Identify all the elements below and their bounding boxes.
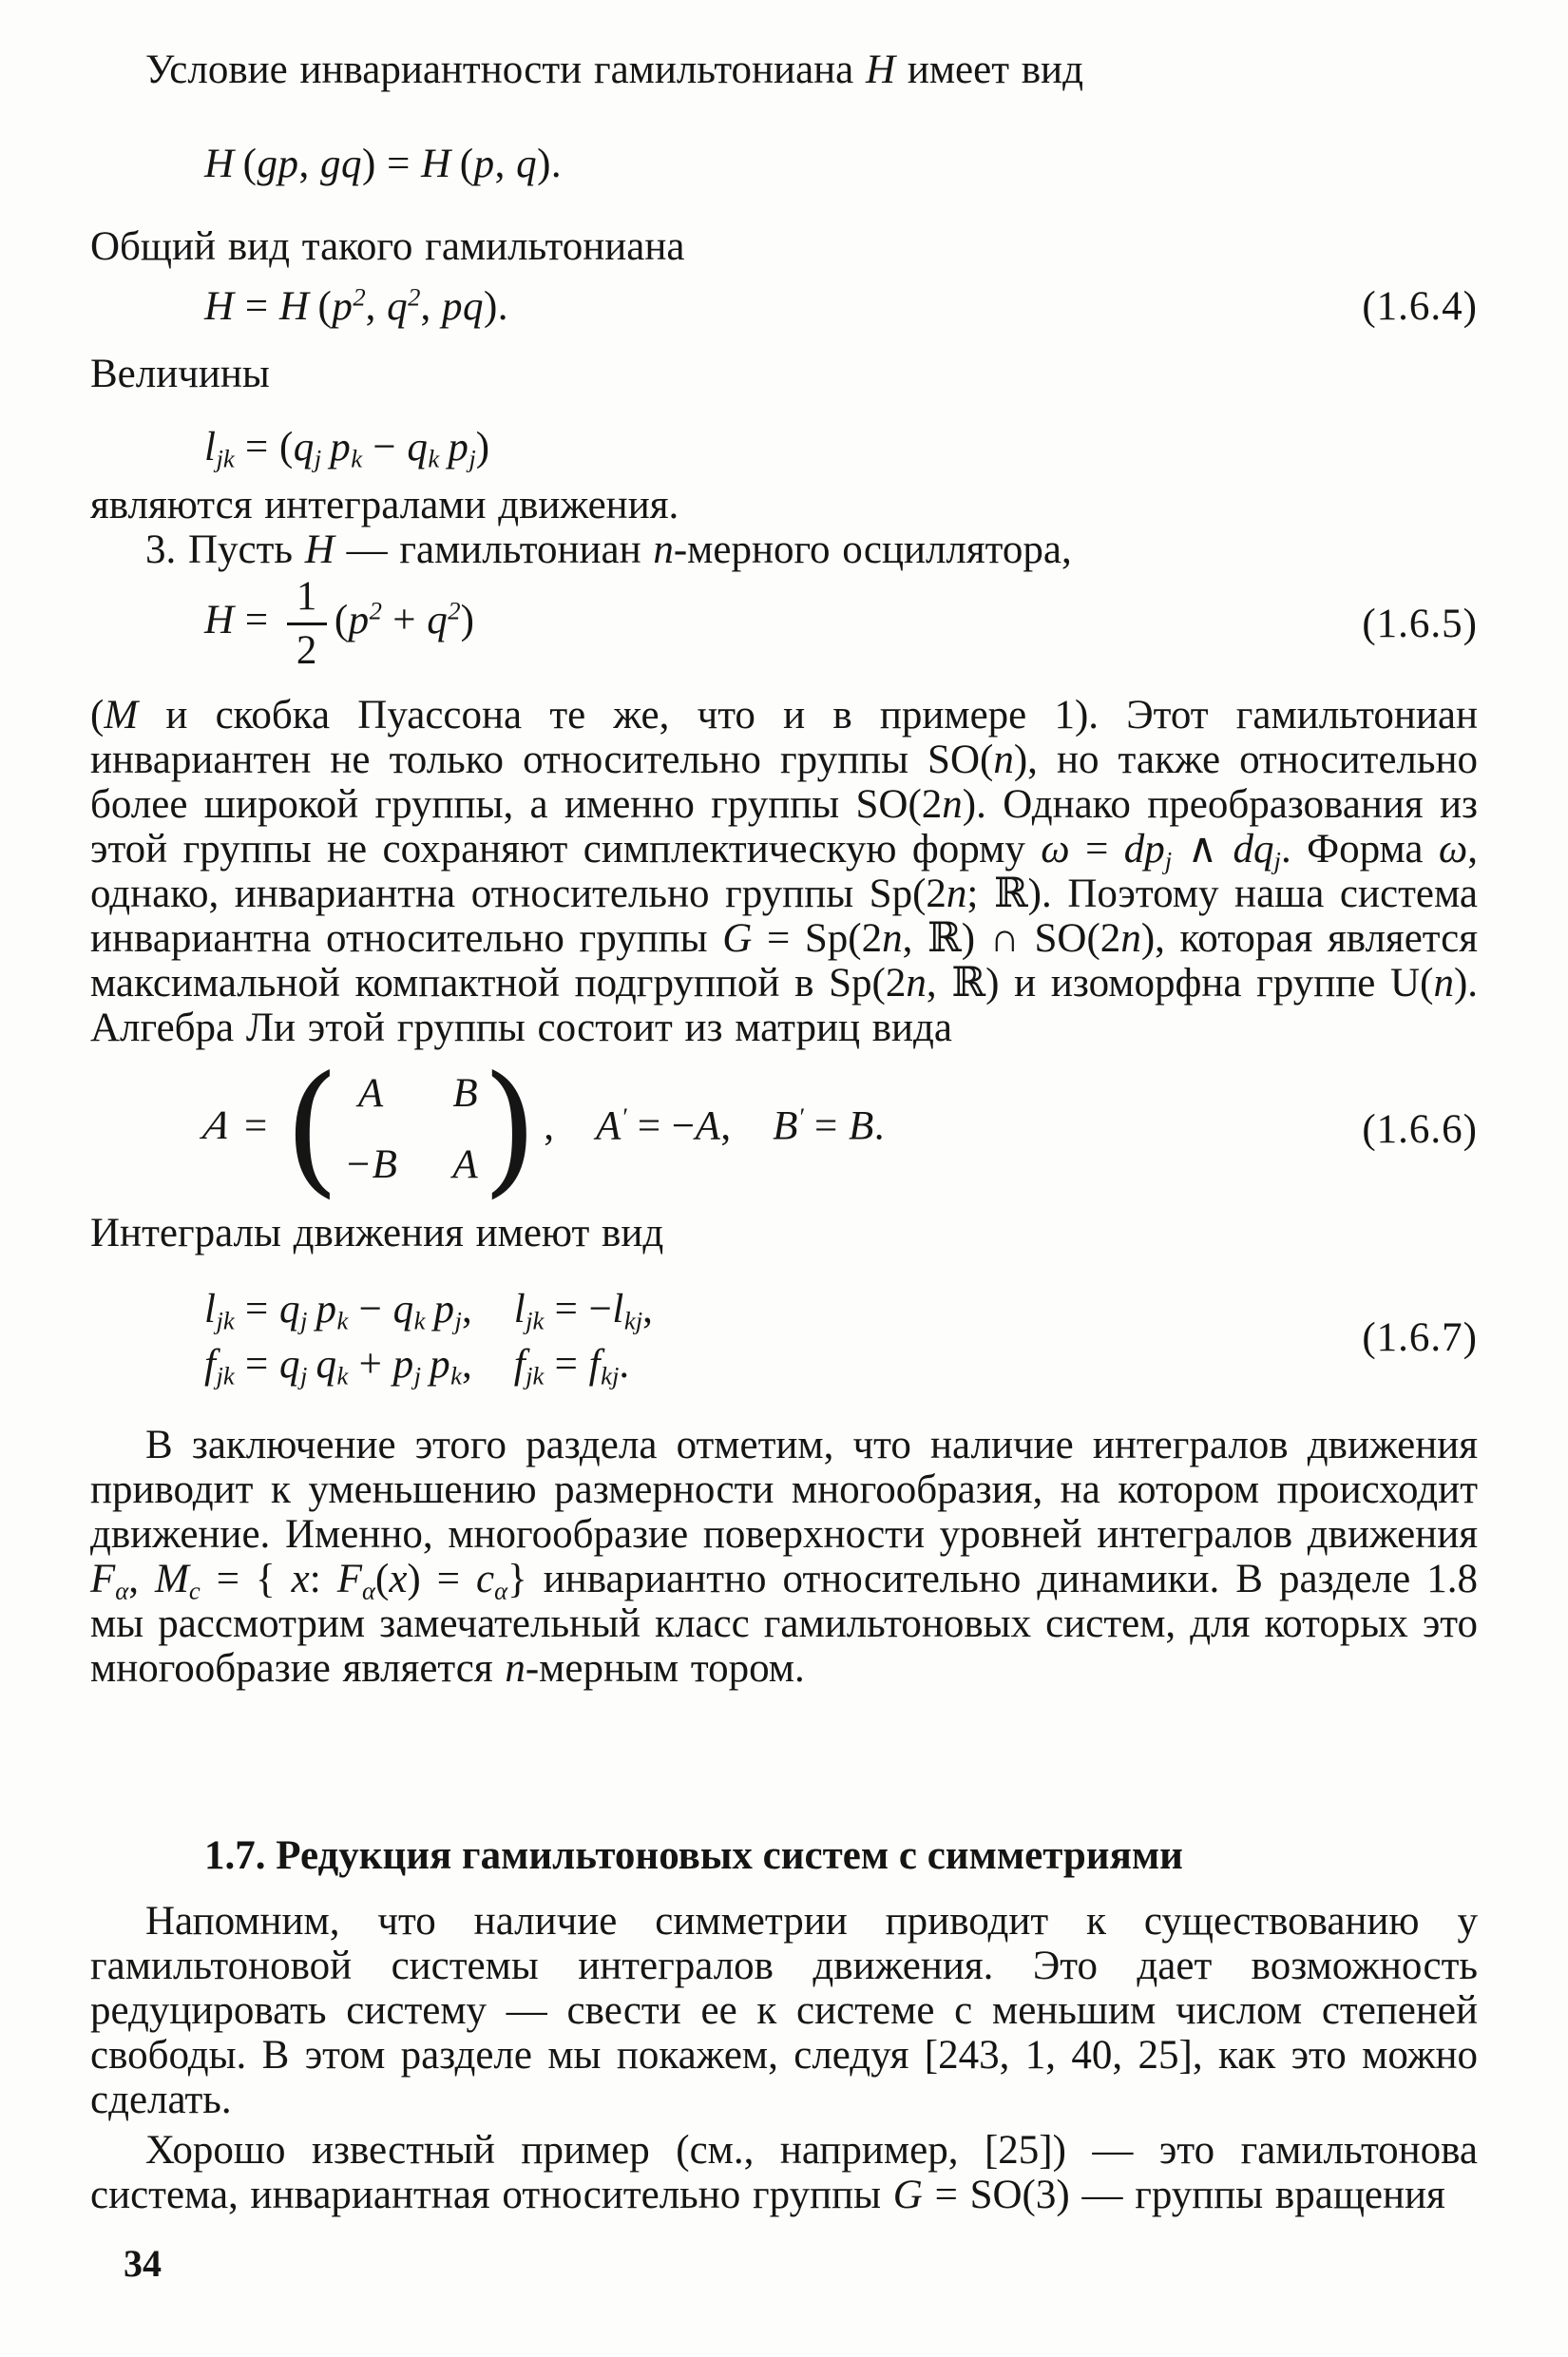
paragraph-quantities: Величины	[90, 352, 270, 396]
formula-row-invariance	[90, 142, 1478, 186]
formula-row-1-6-5	[90, 576, 1478, 672]
formula-1-6-7-line1: $l_{jk} = q_j$ $p_k - q_k$ $p_j$, $l_{jk} = -l_{kj}$,	[204, 1287, 654, 1335]
paragraph-general-form: Общий вид такого гамильтониана	[90, 224, 685, 269]
paragraph-integrals-of-motion: являются интегралами движения.	[90, 483, 679, 527]
section-heading-1-7: 1.7. Редукция гамильтоновых систем с симметриями	[204, 1833, 1183, 1879]
formula-h-gp-gq: H (gp, gq) = H (p, q).	[204, 142, 563, 186]
paragraph-integrals-form: Интегралы движения имеют вид	[90, 1211, 664, 1256]
paragraph-so3-example: Хорошо известный пример (см., например, [25]) — это гамильтонова система, инвариантная относительно группы G = SO(3) — группы вращения	[90, 2128, 1478, 2218]
page-number: 34	[124, 2242, 162, 2285]
formula-1-6-5: H = $\frac{1}{2}$ $(p^2 + q^2)$	[204, 574, 475, 673]
paragraph-conclusion: В заключение этого раздела отметим, что наличие интегралов движения приводит к уменьшению размерности многообразия, на котором происходит движение. Именно, многообразие поверхности уровней интегралов движения $F_\alpha$, $M_c$ = { x: $F_\alpha(x) = c_\alpha$} инвариантно относительно динамики. В разделе 1.8 мы рассмотрим замечательный класс гамильтоновых систем, для которых это многообразие является n-мерным тором.	[90, 1423, 1479, 1692]
equation-label-1-6-5: (1.6.5)	[1362, 601, 1478, 646]
formula-1-6-6-matrix: A = ( A B −B A ) , A′ = −A, B′ = B.	[200, 1045, 886, 1212]
formula-row-1-6-4	[90, 284, 1478, 329]
equation-label-1-6-6: (1.6.6)	[1362, 1106, 1478, 1152]
paragraph-so2n-discussion: (M и скобка Пуассона те же, что и в примере 1). Этот гамильтониан инвариантен не только относительно группы SO(n), но также относительно более широкой группы, а именно группы SO(2n). Однако преобразования из этой группы не сохраняют симплектическую форму $\omega = dp_j$ ∧ $dq_j$. Форма ω, однако, инвариантна относительно группы Sp(2n; ℝ). Поэтому наша система инвариантна относительно группы G = Sp(2n, ℝ) ∩ SO(2n), которая является максимальной компактной подгруппой в Sp(2n, ℝ) и изоморфна группе U(n). Алгебра Ли этой группы состоит из матриц вида	[90, 692, 1479, 1050]
formula-row-ljk	[90, 425, 1478, 473]
formula-ljk: $l_{jk} = (q_j$ $p_k - q_k$ $p_j$)	[204, 425, 490, 473]
paragraph-example-3: 3. Пусть H — гамильтониан n-мерного осциллятора,	[145, 527, 1072, 572]
formula-row-1-6-6	[90, 1045, 1478, 1212]
formula-1-6-7-line2: $f_{jk} = q_j$ $q_k + p_j$ $p_k$, $f_{jk} = f_{kj}$.	[204, 1342, 630, 1390]
paragraph-invariance-condition: Условие инвариантности гамильтониана H имеет вид	[145, 48, 1083, 92]
paragraph-reduction-intro: Напомним, что наличие симметрии приводит к существованию у гамильтоновой системы интегралов движения. Это дает возможность редуцировать систему — свести ее к системе с меньшим числом степеней свободы. В этом разделе мы покажем, следуя [243, 1, 40, 25], как это можно сделать.	[90, 1899, 1478, 2123]
equation-label-1-6-7: (1.6.7)	[1362, 1314, 1478, 1360]
formula-row-1-6-7	[90, 1282, 1478, 1392]
equation-label-1-6-4: (1.6.4)	[1362, 284, 1478, 329]
formula-1-6-4: H = H ($p^2$, $q^2$, pq).	[204, 282, 509, 329]
formula-1-6-7	[204, 1282, 653, 1392]
